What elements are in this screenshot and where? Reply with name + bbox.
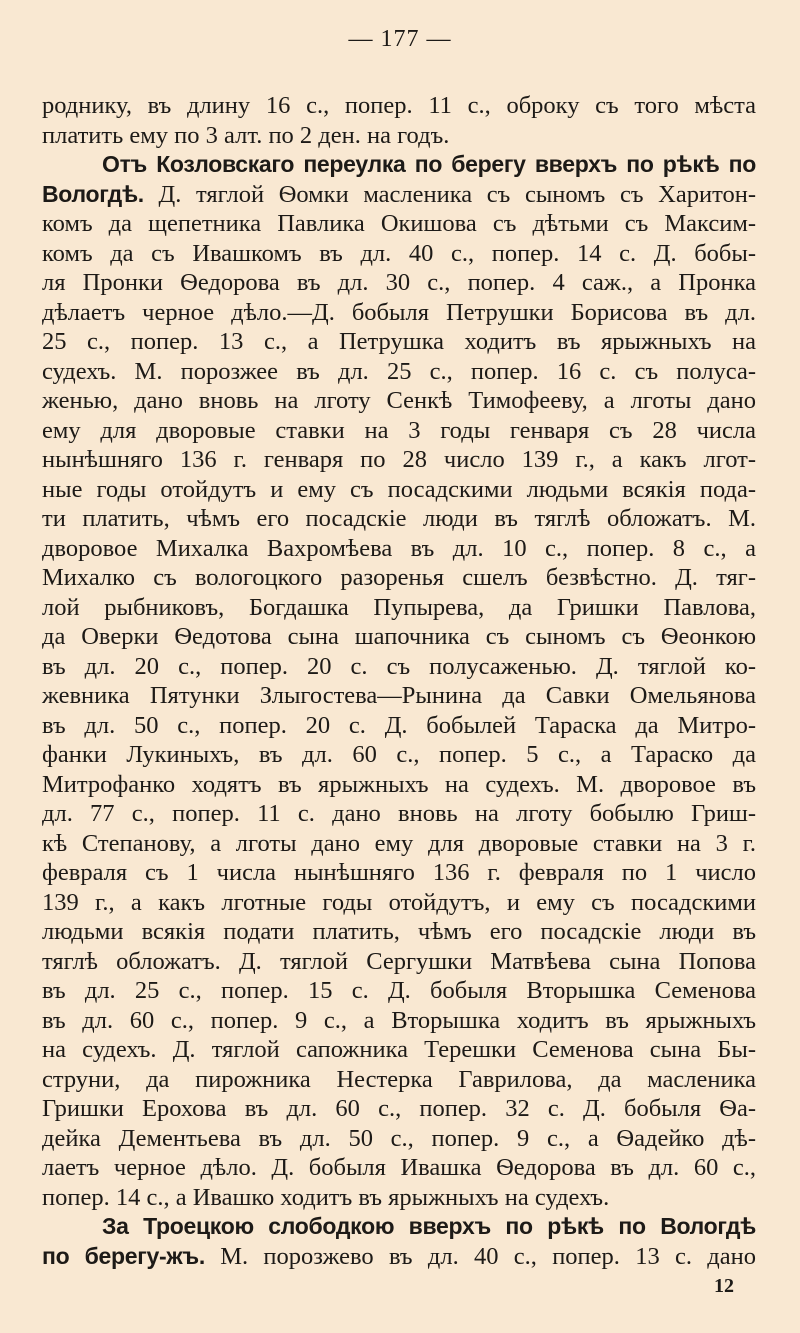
line-text: лаетъ черное дѣло. Д. бобыля Ивашка Ѳедорова въ дл. 60 с.,: [42, 1154, 756, 1181]
text-line: [42, 209, 756, 239]
line-text: февраля съ 1 числа нынѣшняго 136 г. февраля по 1 число: [42, 859, 756, 886]
text-line: [42, 1183, 756, 1213]
line-text: М. порозжево въ дл. 40 с., попер. 13 с. дано: [204, 1242, 757, 1270]
text-line: [42, 534, 756, 564]
text-line: [42, 445, 756, 475]
text-line: [42, 1124, 756, 1154]
text-line: [42, 563, 756, 593]
text-line: [42, 1212, 756, 1242]
line-text: въ дл. 50 с., попер. 20 с. Д. бобылей Тараска да Митро-: [42, 711, 756, 739]
text-line: [42, 268, 756, 298]
text-line: [42, 239, 756, 269]
line-text: жевника Пятунки Злыгостева—Рынина да Савки Омельянова: [42, 682, 756, 709]
text-line: [42, 504, 756, 534]
text-line: [42, 652, 756, 682]
text-line: [42, 917, 756, 947]
text-line: [42, 357, 756, 387]
text-line: [42, 1094, 756, 1124]
line-text: фанки Лукиныхъ, въ дл. 60 с., попер. 5 с., а Тараско да: [42, 741, 756, 768]
line-text: ные годы отойдутъ и ему съ посадскими людьми всякія пода-: [42, 475, 756, 503]
line-text: роднику, въ длину 16 с., попер. 11 с., оброку съ того мѣста: [42, 92, 756, 119]
line-text: ти платить, чѣмъ его посадскіе люди въ тяглѣ обложатъ. М.: [42, 505, 756, 532]
line-text: струни, да пирожника Нестерка Гаврилова, да масленика: [42, 1065, 756, 1093]
section-heading: Отъ Козловскаго переулка по берегу вверхъ по рѣкѣ по: [102, 151, 756, 177]
line-text: въ дл. 20 с., попер. 20 с. съ полусаженью. Д. тяглой ко-: [42, 652, 756, 680]
text-line: [42, 91, 756, 121]
line-text: комъ да щепетника Павлика Окишова съ дѣтьми съ Максим-: [42, 210, 756, 237]
signature-mark: 12: [714, 1275, 734, 1297]
line-text: на судехъ. Д. тяглой сапожника Терешки Семенова сына Бы-: [42, 1036, 756, 1063]
text-line: [42, 1006, 756, 1036]
line-text: судехъ. М. порозжее въ дл. 25 с., попер. 16 с. съ полуса-: [42, 357, 756, 385]
text-line: [42, 1065, 756, 1095]
line-text: дѣлаетъ черное дѣло.—Д. бобыля Петрушки Борисова въ дл.: [42, 298, 756, 326]
page-number: — 177 —: [348, 26, 452, 52]
section-heading: За Троецкою слободкою вверхъ по рѣкѣ по Вологдѣ: [102, 1213, 756, 1239]
text-line: [42, 829, 756, 859]
line-text: женью, дано вновь на лготу Сенкѣ Тимофееву, а лготы дано: [42, 387, 756, 414]
line-text: попер. 14 с., а Ивашко ходитъ въ ярыжныхъ на судехъ.: [42, 1183, 610, 1211]
text-line: [42, 858, 756, 888]
text-line: [42, 327, 756, 357]
line-text: въ дл. 60 с., попер. 9 с., а Вторышка ходитъ въ ярыжныхъ: [42, 1006, 756, 1034]
line-text: въ дл. 25 с., попер. 15 с. Д. бобыля Вторышка Семенова: [42, 977, 756, 1004]
text-line: [42, 1242, 756, 1272]
text-line: [42, 799, 756, 829]
text-line: [42, 121, 756, 151]
text-line: [42, 593, 756, 623]
line-text: 139 г., а какъ лготные годы отойдутъ, и ему съ посадскими: [42, 888, 756, 916]
text-line: [42, 681, 756, 711]
line-text: дейка Дементьева въ дл. 50 с., попер. 9 с., а Ѳадейко дѣ-: [42, 1124, 756, 1152]
line-text: Митрофанко ходятъ въ ярыжныхъ на судехъ. М. дворовое въ: [42, 770, 756, 798]
section-heading: по берегу-жъ.: [42, 1242, 205, 1269]
text-line: [42, 976, 756, 1006]
line-text: да Оверки Ѳедотова сына шапочника съ сыномъ съ Ѳеонкою: [42, 623, 756, 650]
line-text: дворовое Михалка Вахромѣева въ дл. 10 с., попер. 8 с., а: [42, 534, 756, 562]
body-text: [42, 91, 756, 1271]
text-line: [42, 1153, 756, 1183]
line-text: Гришки Ерохова въ дл. 60 с., попер. 32 с. Д. бобыля Ѳа-: [42, 1095, 756, 1122]
text-line: [42, 475, 756, 505]
line-text: 25 с., попер. 13 с., а Петрушка ходитъ въ ярыжныхъ на: [42, 328, 756, 355]
line-text: дл. 77 с., попер. 11 с. дано вновь на лготу бобылю Гриш-: [42, 800, 756, 827]
line-text: нынѣшняго 136 г. генваря по 28 число 139 г., а какъ лгот-: [42, 446, 756, 473]
line-text: ему для дворовые ставки на 3 годы генваря съ 28 числа: [42, 416, 756, 444]
text-line: [42, 622, 756, 652]
text-line: [42, 740, 756, 770]
line-text: лой рыбниковъ, Богдашка Пупырева, да Гришки Павлова,: [42, 593, 756, 621]
section-heading: Вологдѣ.: [42, 180, 144, 207]
text-line: [42, 947, 756, 977]
text-line: [42, 298, 756, 328]
text-line: [42, 150, 756, 180]
text-line: [42, 888, 756, 918]
text-line: [42, 416, 756, 446]
line-text: Михалко съ вологоцкого разоренья сшелъ безвѣстно. Д. тяг-: [42, 564, 756, 591]
text-line: [42, 1035, 756, 1065]
line-text: платить ему по 3 алт. по 2 ден. на годъ.: [42, 121, 450, 149]
text-line: [42, 386, 756, 416]
line-text: Д. тяглой Ѳомки масленика съ сыномъ съ Харитон-: [143, 180, 756, 208]
text-line: [42, 180, 756, 210]
text-line: [42, 711, 756, 741]
line-text: ля Пронки Ѳедорова въ дл. 30 с., попер. 4 саж., а Пронка: [42, 269, 756, 296]
line-text: комъ да съ Ивашкомъ въ дл. 40 с., попер. 14 с. Д. бобы-: [42, 239, 756, 267]
line-text: тяглѣ обложатъ. Д. тяглой Сергушки Матвѣева сына Попова: [42, 947, 756, 975]
line-text: кѣ Степанову, а лготы дано ему для дворовые ставки на 3 г.: [42, 829, 756, 857]
line-text: людьми всякія подати платить, чѣмъ его посадскіе люди въ: [42, 918, 756, 945]
text-line: [42, 770, 756, 800]
